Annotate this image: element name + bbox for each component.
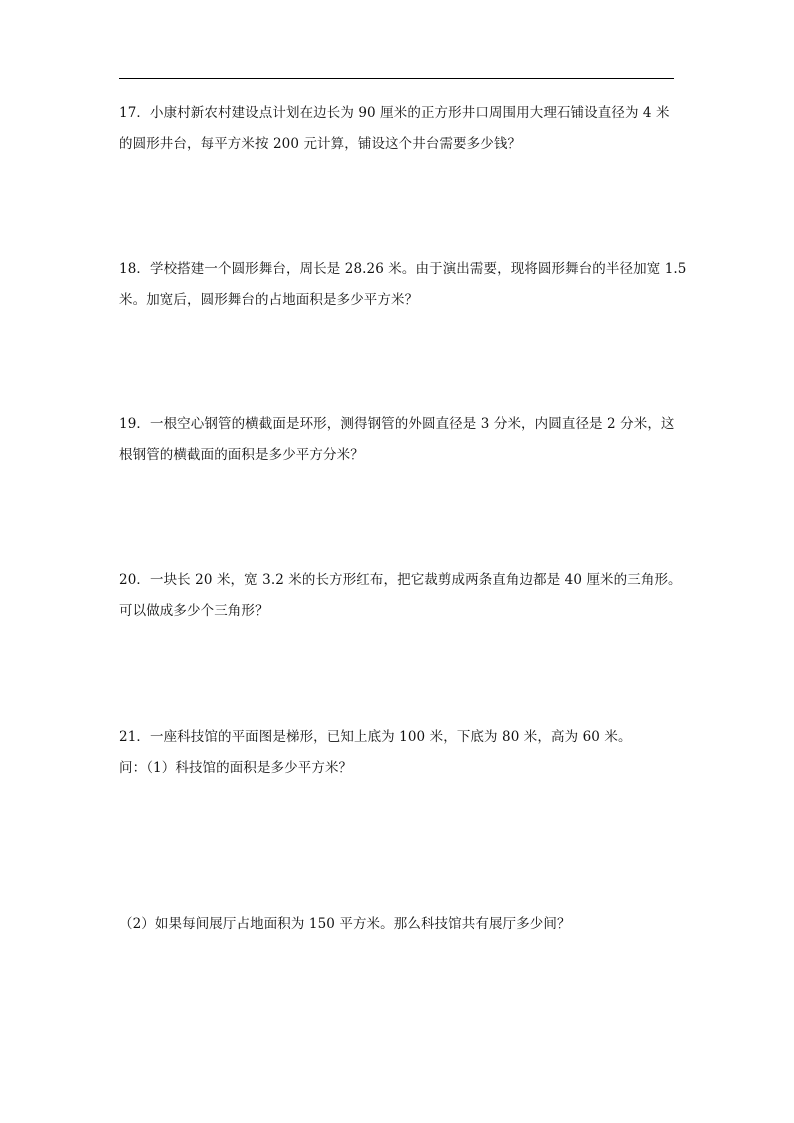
question-19-line-2: 根钢管的横截面的面积是多少平方分米？ [119, 447, 364, 463]
question-21-line-1: 21．一座科技馆的平面图是梯形，已知上底为 100 米，下底为 80 米，高为 60 米。 [119, 729, 632, 745]
question-19-line-1: 19．一根空心钢管的横截面是环形，测得钢管的外圆直径是 3 分米，内圆直径是 2 分米，这 [119, 416, 675, 432]
header-rule [119, 78, 674, 79]
question-21-part-2: （2）如果每间展厅占地面积为 150 平方米。那么科技馆共有展厅多少间？ [119, 916, 571, 932]
question-21-part-1: 问：（1）科技馆的面积是多少平方米？ [119, 760, 353, 776]
question-18-line-1: 18．学校搭建一个圆形舞台，周长是 28.26 米。由于演出需要，现将圆形舞台的半径加宽 1.5 [119, 261, 687, 277]
question-20-line-1: 20．一块长 20 米，宽 3.2 米的长方形红布，把它裁剪成两条直角边都是 40 厘米的三角形。 [119, 572, 682, 588]
question-17-line-1: 17．小康村新农村建设点计划在边长为 90 厘米的正方形井口周围用大理石铺设直径为 4 米 [119, 105, 670, 121]
question-18-line-2: 米。加宽后，圆形舞台的占地面积是多少平方米？ [119, 292, 419, 308]
question-20-line-2: 可以做成多少个三角形？ [119, 603, 269, 619]
question-17-line-2: 的圆形井台，每平方米按 200 元计算，铺设这个井台需要多少钱？ [119, 136, 522, 152]
